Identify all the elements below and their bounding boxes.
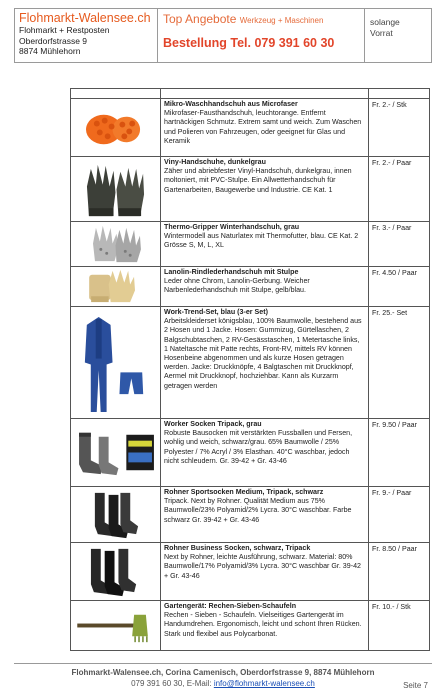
product-description: [161, 99, 369, 156]
product-title: Rohner Business Socken, schwarz, Tripack: [164, 544, 311, 552]
document-header: [14, 8, 432, 63]
empty-cell: [161, 89, 369, 98]
stock-note: [365, 9, 431, 62]
product-description: [161, 307, 369, 418]
product-title: Worker Socken Tripack, grau: [164, 420, 262, 428]
garden-rake-icon: [71, 601, 161, 650]
product-price: Fr. 4.50 / Paar: [372, 269, 417, 277]
product-text: Arbeitskleiderset königsblau, 100% Baumwolle, bestehend aus 2 Hosen und 1 Jacke. Hosen: Gummizug, Gürtellaschen, 2 Balgschubtaschen, 2 RV-Gesässtaschen, 1 Metertasche links, 1 Nateltasche mit Patte rechts, Front-RV, mittels RV können Hosenbeine abgenommen und als kurze Hosen getragen werden. Jacke: Druckknöpfe, 4 Balgtaschen mit Druckknopf, Aermel mit Druckknopf, hochziehbar. Kann als Kurzarm getragen werden: [164, 317, 362, 390]
product-price: Fr. 3.- / Paar: [372, 224, 412, 232]
product-text: Zäher und abriebfester Vinyl-Handschuh, dunkelgrau, innen moltoniert, mit PVC-Stulpe. Ein Allwetterhandschuh für Gartenarbeiten, Baugewerbe und Industrie. CE Kat. 1: [164, 167, 352, 194]
sport-socks-icon: [71, 487, 161, 542]
product-price: Fr. 2.- / Stk: [372, 101, 407, 109]
top-offers-subtitle: Werkzeug + Maschinen: [239, 16, 324, 25]
top-offers-label: Top Angebote: [163, 12, 237, 26]
product-description: [161, 487, 369, 542]
product-title: Rohner Sportsocken Medium, Tripack, schwarz: [164, 488, 324, 496]
product-price: Fr. 2.- / Paar: [372, 159, 412, 167]
address-line: Flohmarkt + Restposten: [19, 25, 110, 35]
thermo-glove-icon: [71, 222, 161, 266]
product-price: Fr. 8.50 / Paar: [372, 545, 417, 553]
product-description: [161, 419, 369, 486]
product-title: Gartengerät: Rechen-Sieben-Schaufeln: [164, 602, 297, 610]
business-socks-icon: [71, 543, 161, 600]
product-text: Tripack. Next by Rohner. Qualität Medium aus 75% Baumwolle/23% Polyamid/2% Lycra. 30°C waschbar. Farbe schwarz Gr. 39-42 + Gr. 43-46: [164, 497, 352, 524]
stock-note-line: solange: [370, 17, 400, 27]
product-table: [70, 88, 430, 651]
brand-name: Flohmarkt-Walensee.ch: [19, 11, 151, 25]
table-row: [71, 306, 429, 418]
company-block: [15, 9, 158, 62]
vinyl-glove-icon: [71, 157, 161, 221]
empty-cell: [71, 89, 161, 98]
product-title: Viny-Handschuhe, dunkelgrau: [164, 158, 266, 166]
email-link[interactable]: info@flohmarkt-walensee.ch: [213, 679, 315, 688]
product-text: Leder ohne Chrom, Lanolin-Gerbung. Weicher Narbenlederhandschuh mit Stulpe, gelb/blau.: [164, 277, 310, 295]
top-offers-title: [163, 12, 359, 28]
leather-glove-icon: [71, 267, 161, 306]
product-text: Mikrofaser-Fausthandschuh, leuchtorange. Entfernt hartnäckigen Schmutz. Extrem samt und weich. Zum Waschen und Polieren von Fahrzeugen, oder geeignet für Glas und Keramik: [164, 109, 362, 145]
table-row: [71, 221, 429, 266]
footer-address: Flohmarkt-Walensee.ch, Corina Camenisch, Oberdorfstrasse 9, 8874 Mühlehorn: [71, 668, 375, 677]
product-title: Work-Trend-Set, blau (3-er Set): [164, 308, 268, 316]
document-footer: [14, 663, 432, 689]
offer-block: [158, 9, 365, 62]
table-row: [71, 98, 429, 156]
product-description: [161, 222, 369, 266]
table-row: [71, 418, 429, 486]
table-header-row: [71, 89, 429, 98]
product-price: Fr. 10.- / Stk: [372, 603, 411, 611]
work-suit-icon: [71, 307, 161, 418]
table-row: [71, 486, 429, 542]
order-phone: Bestellung Tel. 079 391 60 30: [163, 36, 335, 50]
product-title: Lanolin-Rindlederhandschuh mit Stulpe: [164, 268, 299, 276]
worker-socks-icon: [71, 419, 161, 486]
product-description: [161, 157, 369, 221]
product-text: Wintermodell aus Naturlatex mit Thermofutter, blau. CE Kat. 2 Grösse S, M, L, XL: [164, 232, 359, 250]
product-price: Fr. 25.- Set: [372, 309, 408, 317]
product-price: Fr. 9.- / Paar: [372, 489, 412, 497]
table-row: [71, 600, 429, 650]
address-line: 8874 Mühlehorn: [19, 46, 81, 56]
product-text: Next by Rohner, leichte Ausführung, schwarz. Material: 80% Baumwolle/17% Polyamid/3% Lycra. 30°C waschbar Gr. 39-42 + Gr. 43-46: [164, 553, 361, 580]
product-description: [161, 601, 369, 650]
product-title: Thermo-Gripper Winterhandschuh, grau: [164, 223, 300, 231]
product-description: [161, 267, 369, 306]
address-line: Oberdorfstrasse 9: [19, 35, 88, 46]
product-text: Robuste Bausocken mit verstärkten Fussballen und Fersen, wohlig und weich, schwarz/grau. 65% Baumwolle / 25% Polyester / 7% Acryl / 3% Elasthan. 40°C waschbar, jedoch nicht schleudern. Gr. 39-42 + Gr. 43-46: [164, 429, 353, 465]
orange-wash-glove-icon: [71, 99, 161, 156]
table-row: [71, 266, 429, 306]
product-description: [161, 543, 369, 600]
stock-note-line: Vorrat: [370, 28, 393, 38]
footer-phone: 079 391 60 30, E-Mail:: [131, 679, 214, 688]
page-number: Seite 7: [403, 681, 428, 690]
product-price: Fr. 9.50 / Paar: [372, 421, 417, 429]
product-title: Mikro-Waschhandschuh aus Microfaser: [164, 100, 298, 108]
empty-cell: [369, 89, 429, 98]
table-row: [71, 156, 429, 221]
product-text: Rechen - Sieben - Schaufeln. Vielseitiges Gartengerät im Handumdrehen. Ergonomisch, leicht und schont Ihren Rücken. Stark und flexibel aus Polycarbonat.: [164, 611, 362, 638]
footer-contact: [14, 678, 432, 689]
table-row: [71, 542, 429, 600]
